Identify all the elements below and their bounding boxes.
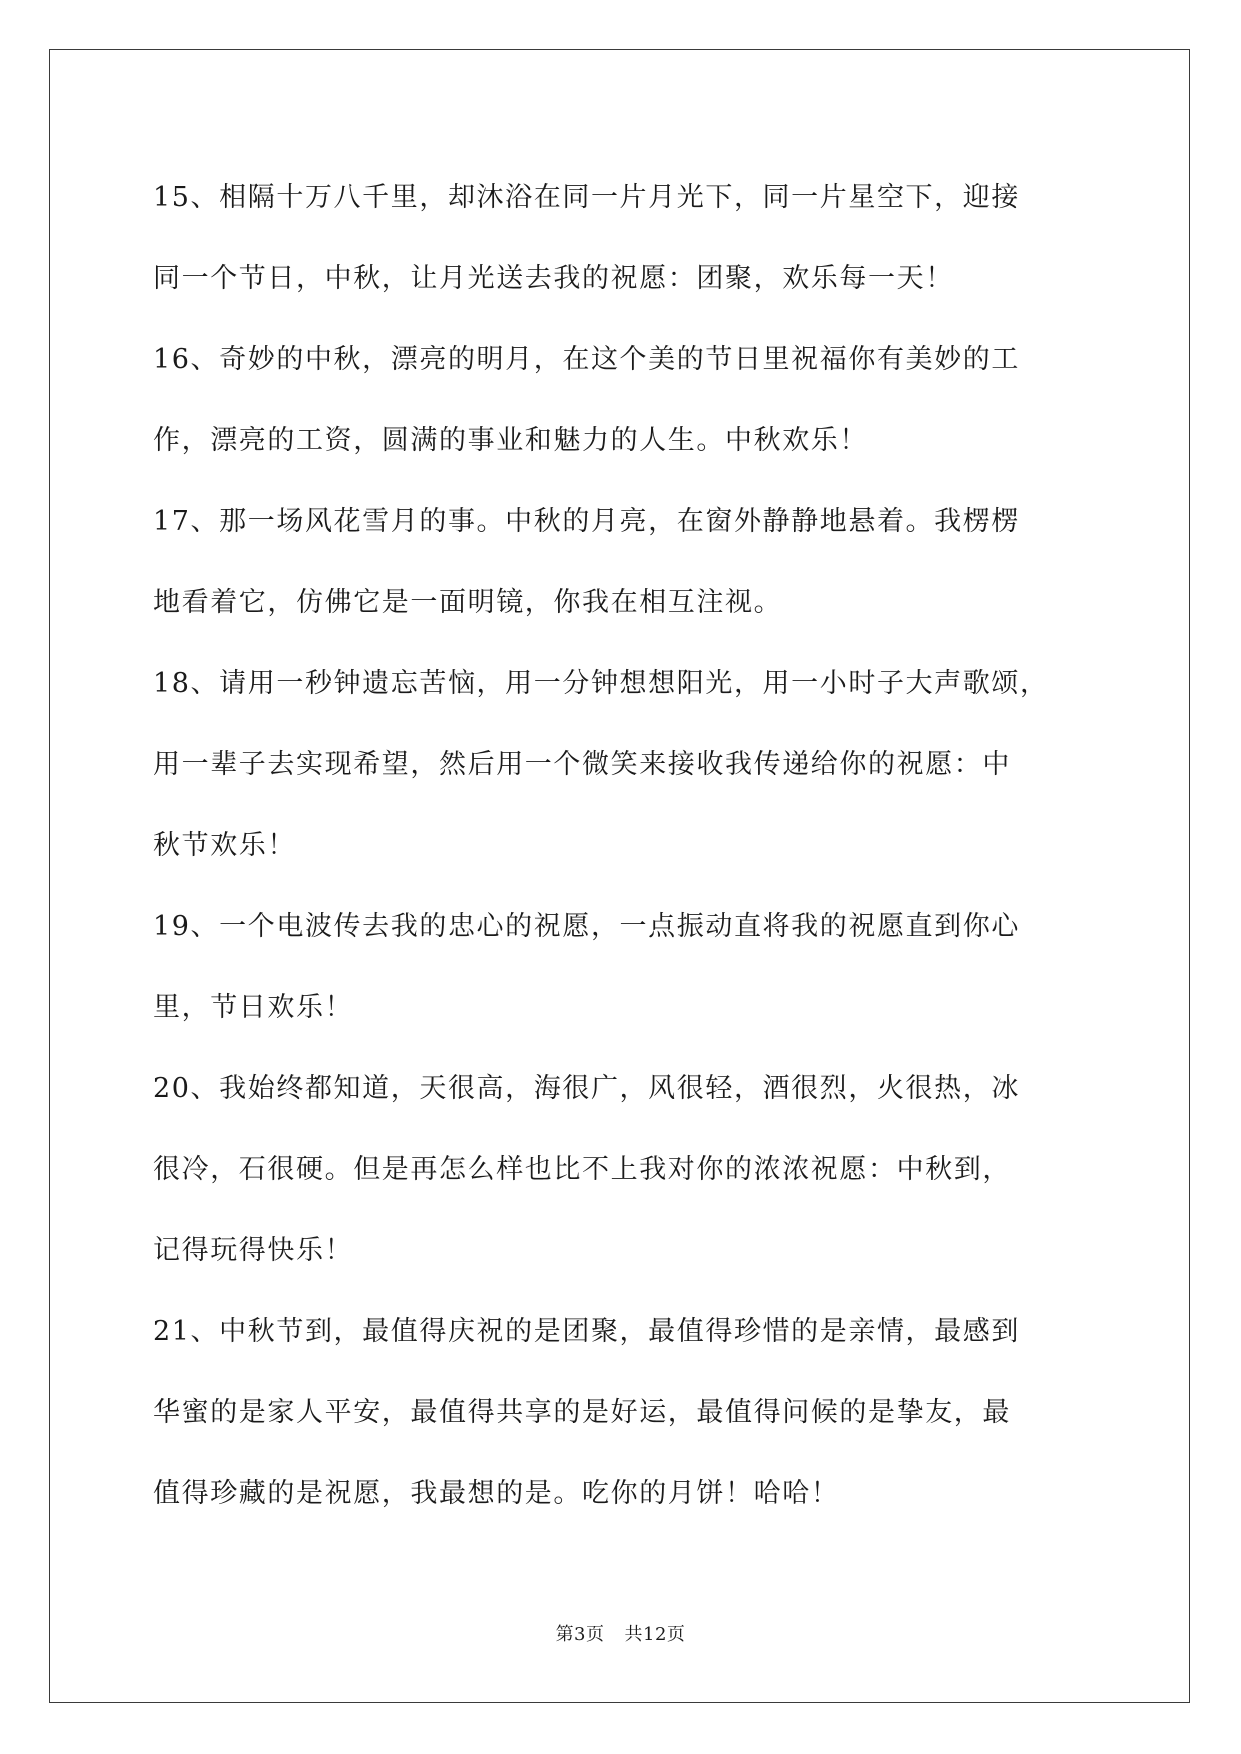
paragraph-19 bbox=[153, 886, 1093, 1048]
text-line: 17、那一场风花雪月的事。中秋的月亮，在窗外静静地悬着。我楞楞 bbox=[153, 506, 1020, 537]
text-line: 地看着它，仿佛它是一面明镜，你我在相互注视。 bbox=[153, 587, 783, 618]
text-line: 秋节欢乐！ bbox=[153, 830, 296, 861]
text-line: 19、一个电波传去我的忠心的祝愿，一点振动直将我的祝愿直到你心 bbox=[153, 911, 1020, 942]
text-line: 20、我始终都知道，天很高，海很广，风很轻，酒很烈，火很热，冰 bbox=[153, 1073, 1020, 1104]
page-footer bbox=[0, 1620, 1241, 1646]
text-line: 记得玩得快乐！ bbox=[153, 1235, 354, 1266]
text-line: 18、请用一秒钟遗忘苦恼，用一分钟想想阳光，用一小时子大声歌颂， bbox=[153, 668, 1049, 699]
paragraph-17 bbox=[153, 481, 1093, 643]
text-line: 15、相隔十万八千里，却沐浴在同一片月光下，同一片星空下，迎接 bbox=[153, 182, 1020, 213]
paragraph-15 bbox=[153, 157, 1093, 319]
text-line: 作，漂亮的工资，圆满的事业和魅力的人生。中秋欢乐！ bbox=[153, 425, 868, 456]
text-line: 很冷，石很硬。但是再怎么样也比不上我对你的浓浓祝愿：中秋到， bbox=[153, 1154, 1011, 1185]
text-line: 同一个节日，中秋，让月光送去我的祝愿：团聚，欢乐每一天！ bbox=[153, 263, 954, 294]
paragraph-18 bbox=[153, 643, 1093, 886]
text-line: 用一辈子去实现希望，然后用一个微笑来接收我传递给你的祝愿：中 bbox=[153, 749, 1011, 780]
text-line: 里，节日欢乐！ bbox=[153, 992, 354, 1023]
page-total: 共12页 bbox=[624, 1624, 686, 1645]
text-line: 21、中秋节到，最值得庆祝的是团聚，最值得珍惜的是亲情，最感到 bbox=[153, 1316, 1020, 1347]
paragraph-20 bbox=[153, 1048, 1093, 1291]
document-body bbox=[153, 157, 1093, 1534]
text-line: 值得珍藏的是祝愿，我最想的是。吃你的月饼！哈哈！ bbox=[153, 1478, 840, 1509]
page-number: 第3页 bbox=[555, 1624, 605, 1645]
paragraph-16 bbox=[153, 319, 1093, 481]
text-line: 16、奇妙的中秋，漂亮的明月，在这个美的节日里祝福你有美妙的工 bbox=[153, 344, 1020, 375]
paragraph-21 bbox=[153, 1291, 1093, 1534]
text-line: 华蜜的是家人平安，最值得共享的是好运，最值得问候的是挚友，最 bbox=[153, 1397, 1011, 1428]
